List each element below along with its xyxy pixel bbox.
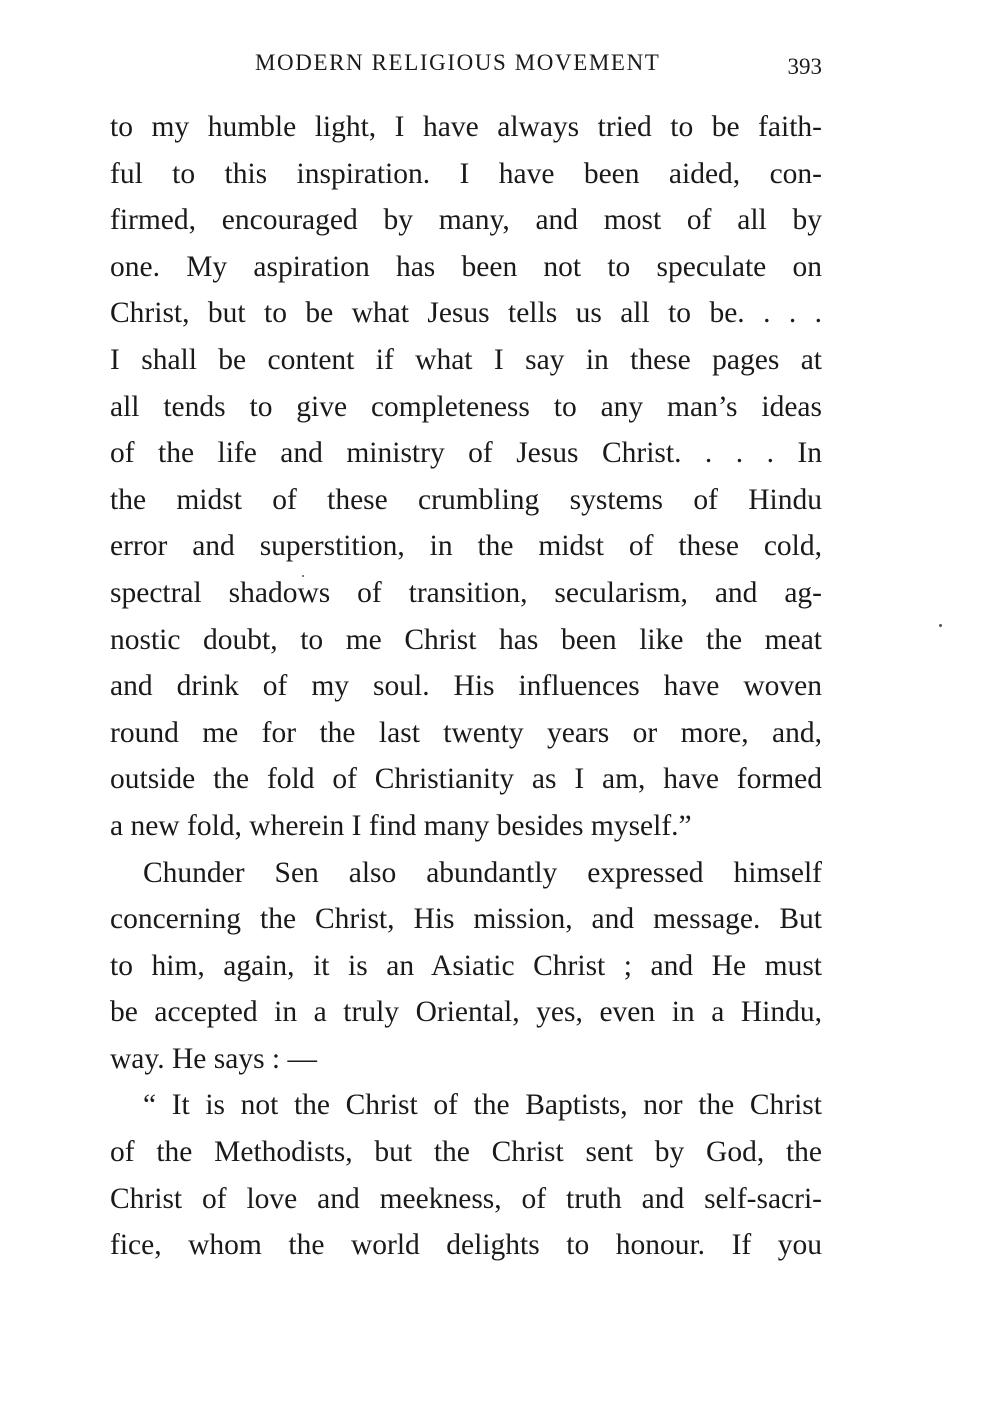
text-line: ful to this inspiration. I have been aided, con- (110, 157, 822, 190)
text-line: nostic doubt, to me Christ has been like the meat (110, 623, 822, 656)
text-line: error and superstition, in the midst of these cold, (110, 530, 822, 563)
text-line: Chunder Sen also abundantly expressed himself (143, 856, 822, 889)
body-text (110, 104, 822, 1269)
text-line: concerning the Christ, His mission, and message. But (110, 903, 822, 936)
text-line: fice, whom the world delights to honour. If you (110, 1229, 822, 1262)
text-line: way. He says : — (110, 1042, 318, 1075)
text-line: round me for the last twenty years or more, and, (110, 716, 822, 749)
text-line: spectral shadows of transition, secularism, and ag- (110, 576, 822, 609)
text-line: one. My aspiration has been not to speculate on (110, 250, 822, 283)
paper-speck (302, 575, 304, 577)
text-line: to him, again, it is an Asiatic Christ ; and He must (110, 949, 822, 982)
page-number: 393 (787, 54, 822, 79)
text-line: be accepted in a truly Oriental, yes, even in a Hindu, (110, 996, 822, 1029)
text-line: all tends to give completeness to any man’s ideas (110, 390, 822, 423)
text-line: firmed, encouraged by many, and most of all by (110, 204, 822, 237)
text-line: and drink of my soul. His influences have woven (110, 670, 822, 703)
text-line: of the Methodists, but the Christ sent by God, the (110, 1136, 822, 1169)
text-line: “ It is not the Christ of the Baptists, nor the Christ (143, 1089, 822, 1122)
paper-speck (939, 624, 942, 627)
text-line: to my humble light, I have always tried to be faith- (110, 111, 822, 143)
running-title: MODERN RELIGIOUS MOVEMENT (255, 50, 661, 75)
text-line: of the life and ministry of Jesus Christ. . . . In (110, 437, 822, 470)
text-line: I shall be content if what I say in these pages at (110, 343, 822, 376)
text-line: a new fold, wherein I find many besides myself.” (110, 809, 692, 842)
text-line: Christ of love and meekness, of truth and self-sacri- (110, 1182, 822, 1215)
running-head (110, 50, 826, 86)
text-line: Christ, but to be what Jesus tells us all to be. . . . (110, 297, 822, 330)
text-line: outside the fold of Christianity as I am, have formed (110, 763, 822, 796)
text-line: the midst of these crumbling systems of Hindu (110, 483, 822, 516)
